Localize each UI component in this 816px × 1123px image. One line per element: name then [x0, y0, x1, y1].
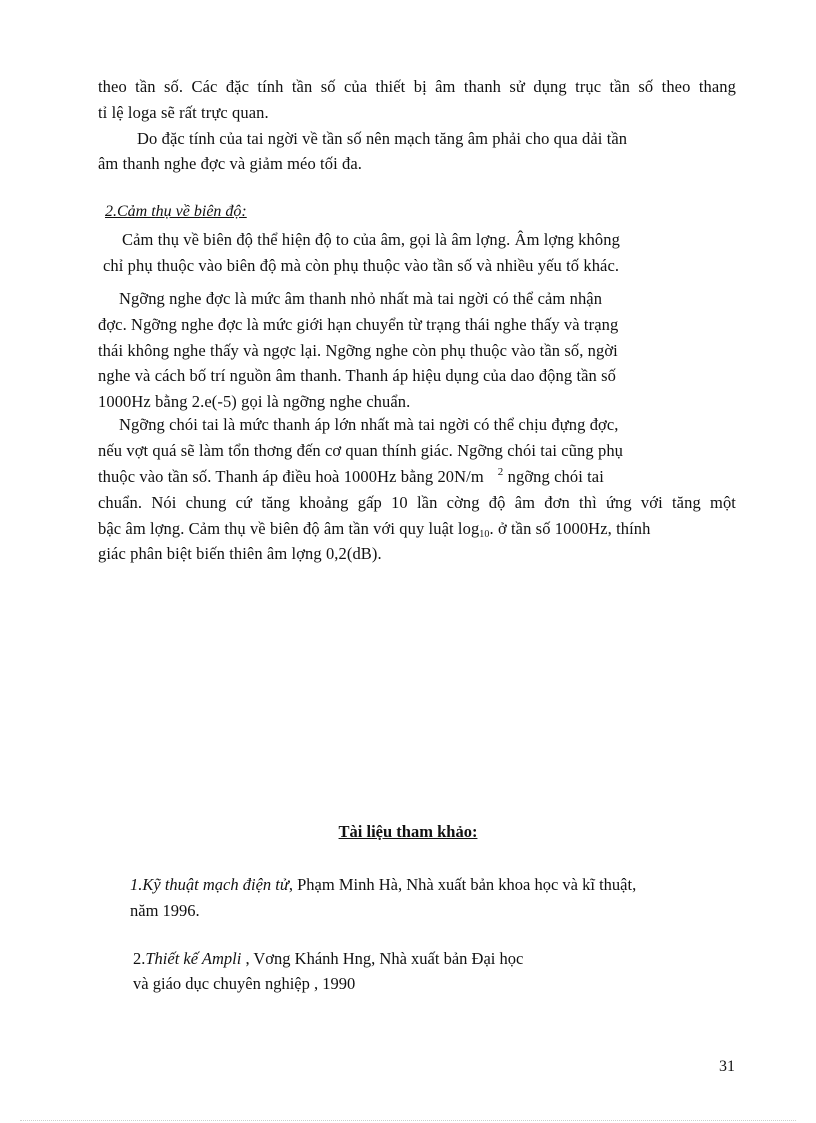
reference-number: 2. — [133, 949, 146, 968]
paragraph-line: âm thanh nghe đợc và giảm méo tối đa. — [98, 154, 362, 173]
page-number: 31 — [719, 1058, 735, 1075]
paragraph-line: nếu vợt quá sẽ làm tổn thơng đến cơ quan thính giác. Ngỡng chói tai cũng phụ — [98, 441, 624, 460]
paragraph-line: chuẩn. Nói chung cứ tăng khoảng gấp 10 lần cờng độ âm đơn thì ứng với tăng một — [98, 493, 736, 512]
paragraph-line: theo tần số. Các đặc tính tần số của thiết bị âm thanh sử dụng trục tần số theo thang — [98, 77, 736, 96]
subscript: 10 — [479, 529, 490, 540]
paragraph-line: thái không nghe thấy và ngợc lại. Ngỡng nghe còn phụ thuộc vào tần số, ngời — [98, 341, 618, 360]
reference-title: 1.Kỹ thuật mạch điện tử — [130, 875, 289, 894]
reference-item — [133, 948, 523, 970]
paragraph-line: nghe và cách bố trí nguồn âm thanh. Thanh áp hiệu dụng của dao động tần số — [98, 366, 617, 385]
paragraph-line: Cảm thụ về biên độ thể hiện độ to của âm, gọi là âm lợng. Âm lợng không — [122, 230, 620, 249]
reference-item-continued: năm 1996. — [130, 901, 200, 920]
reference-item-continued: và giáo dục chuyên nghiệp , 1990 — [133, 974, 356, 993]
superscript: 2 — [497, 466, 504, 478]
text-segment: bậc âm lợng. Cảm thụ về biên độ âm tần với quy luật log — [98, 519, 480, 538]
paragraph-line: đợc. Ngỡng nghe đợc là mức giới hạn chuyển từ trạng thái nghe thấy và trạng — [98, 315, 619, 334]
paragraph-line: Do đặc tính của tai ngời về tần số nên mạch tăng âm phải cho qua dải tần — [137, 129, 628, 148]
reference-title: Thiết kế Ampli — [145, 949, 242, 968]
section-heading: 2.Cảm thụ về biên độ: — [105, 203, 247, 220]
reference-details: , Phạm Minh Hà, Nhà xuất bản khoa học và kĩ thuật, — [288, 875, 637, 894]
text-segment: ngỡng chói tai — [503, 467, 604, 486]
paragraph-line: chỉ phụ thuộc vào biên độ mà còn phụ thuộc vào tần số và nhiều yếu tố khác. — [103, 256, 620, 275]
text-segment: . ở tần số 1000Hz, thính — [489, 519, 651, 538]
paragraph-line: giác phân biệt biến thiên âm lợng 0,2(dB). — [98, 544, 382, 563]
paragraph-line: 1000Hz bằng 2.e(-5) gọi là ngỡng nghe chuẩn. — [98, 392, 411, 411]
paragraph-line: Ngỡng chói tai là mức thanh áp lớn nhất mà tai ngời có thể chịu đựng đợc, — [119, 415, 619, 434]
text-segment: thuộc vào tần số. Thanh áp điều hoà 1000Hz bằng 20N/m — [98, 467, 484, 486]
references-title: Tài liệu tham khảo: — [338, 822, 478, 841]
paragraph-line — [98, 518, 651, 543]
paragraph-line: Ngỡng nghe đợc là mức âm thanh nhỏ nhất mà tai ngời có thể cảm nhận — [119, 289, 603, 308]
page-bottom-divider — [20, 1120, 796, 1121]
reference-item — [130, 874, 636, 896]
paragraph-line: tỉ lệ loga sẽ rất trực quan. — [98, 103, 269, 122]
paragraph-line — [98, 466, 604, 490]
reference-details: , Vơng Khánh Hng, Nhà xuất bản Đại học — [241, 949, 524, 968]
